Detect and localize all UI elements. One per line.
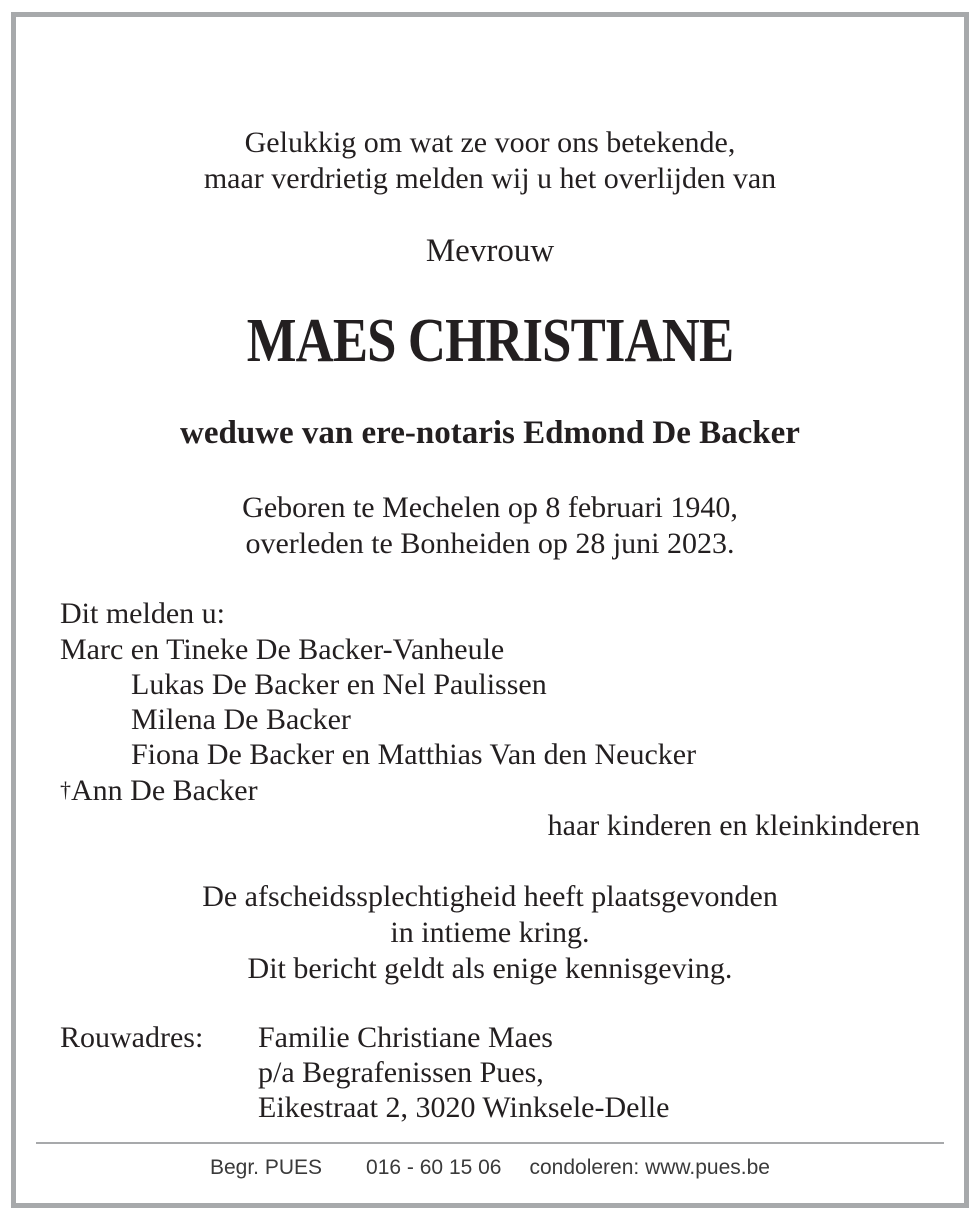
list-item [0, 737, 980, 772]
child-name: Marc en Tineke De Backer-Vanheule [60, 633, 505, 666]
address-block [258, 1020, 669, 1125]
announcers-heading: Dit melden u: [60, 597, 225, 630]
list-item [0, 632, 980, 667]
deceased-name: MAES CHRISTIANE [246, 307, 734, 375]
ceremony-line-2: in intieme kring. [390, 916, 590, 949]
birth-line: Geboren te Mechelen op 8 februari 1940, [242, 491, 738, 524]
grandchild-name: Fiona De Backer en Matthias Van den Neucker [131, 738, 697, 771]
phone-number: 016 - 60 15 06 [366, 1156, 502, 1179]
grandchild-name: Milena De Backer [131, 703, 351, 736]
address-line: Familie Christiane Maes [258, 1021, 553, 1054]
undertaker-name: Begr. PUES [209, 1156, 323, 1179]
list-item [0, 702, 980, 737]
address-line: Eikestraat 2, 3020 Winksele-Delle [258, 1091, 670, 1124]
ceremony-line-1: De afscheidssplechtigheid heeft plaatsgevonden [202, 880, 778, 913]
intro-text [0, 125, 980, 197]
honorific: Mevrouw [425, 233, 555, 269]
deceased-child-name: Ann De Backer [71, 774, 258, 807]
birth-death-dates [0, 490, 980, 562]
cross-icon: † [60, 777, 71, 802]
announcers-list [0, 632, 980, 807]
address-line: p/a Begrafenissen Pues, [258, 1056, 544, 1089]
grandchild-name: Lukas De Backer en Nel Paulissen [131, 668, 547, 701]
list-item [0, 667, 980, 702]
footer-divider [36, 1142, 944, 1144]
ceremony-text [0, 879, 980, 987]
death-line: overleden te Bonheiden op 28 juni 2023. [245, 527, 735, 560]
widow-of-line: weduwe van ere-notaris Edmond De Backer [180, 415, 800, 451]
footer [0, 1154, 980, 1182]
intro-line-2: maar verdrietig melden wij u het overlijden van [203, 162, 777, 195]
ceremony-line-3: Dit bericht geldt als enige kennisgeving. [247, 952, 733, 985]
relation-text: haar kinderen en kleinkinderen [547, 809, 920, 842]
list-item [0, 772, 980, 807]
condolence-link[interactable]: condoleren: www.pues.be [529, 1156, 770, 1179]
intro-line-1: Gelukkig om wat ze voor ons betekende, [244, 126, 736, 159]
address-label: Rouwadres: [60, 1021, 204, 1054]
